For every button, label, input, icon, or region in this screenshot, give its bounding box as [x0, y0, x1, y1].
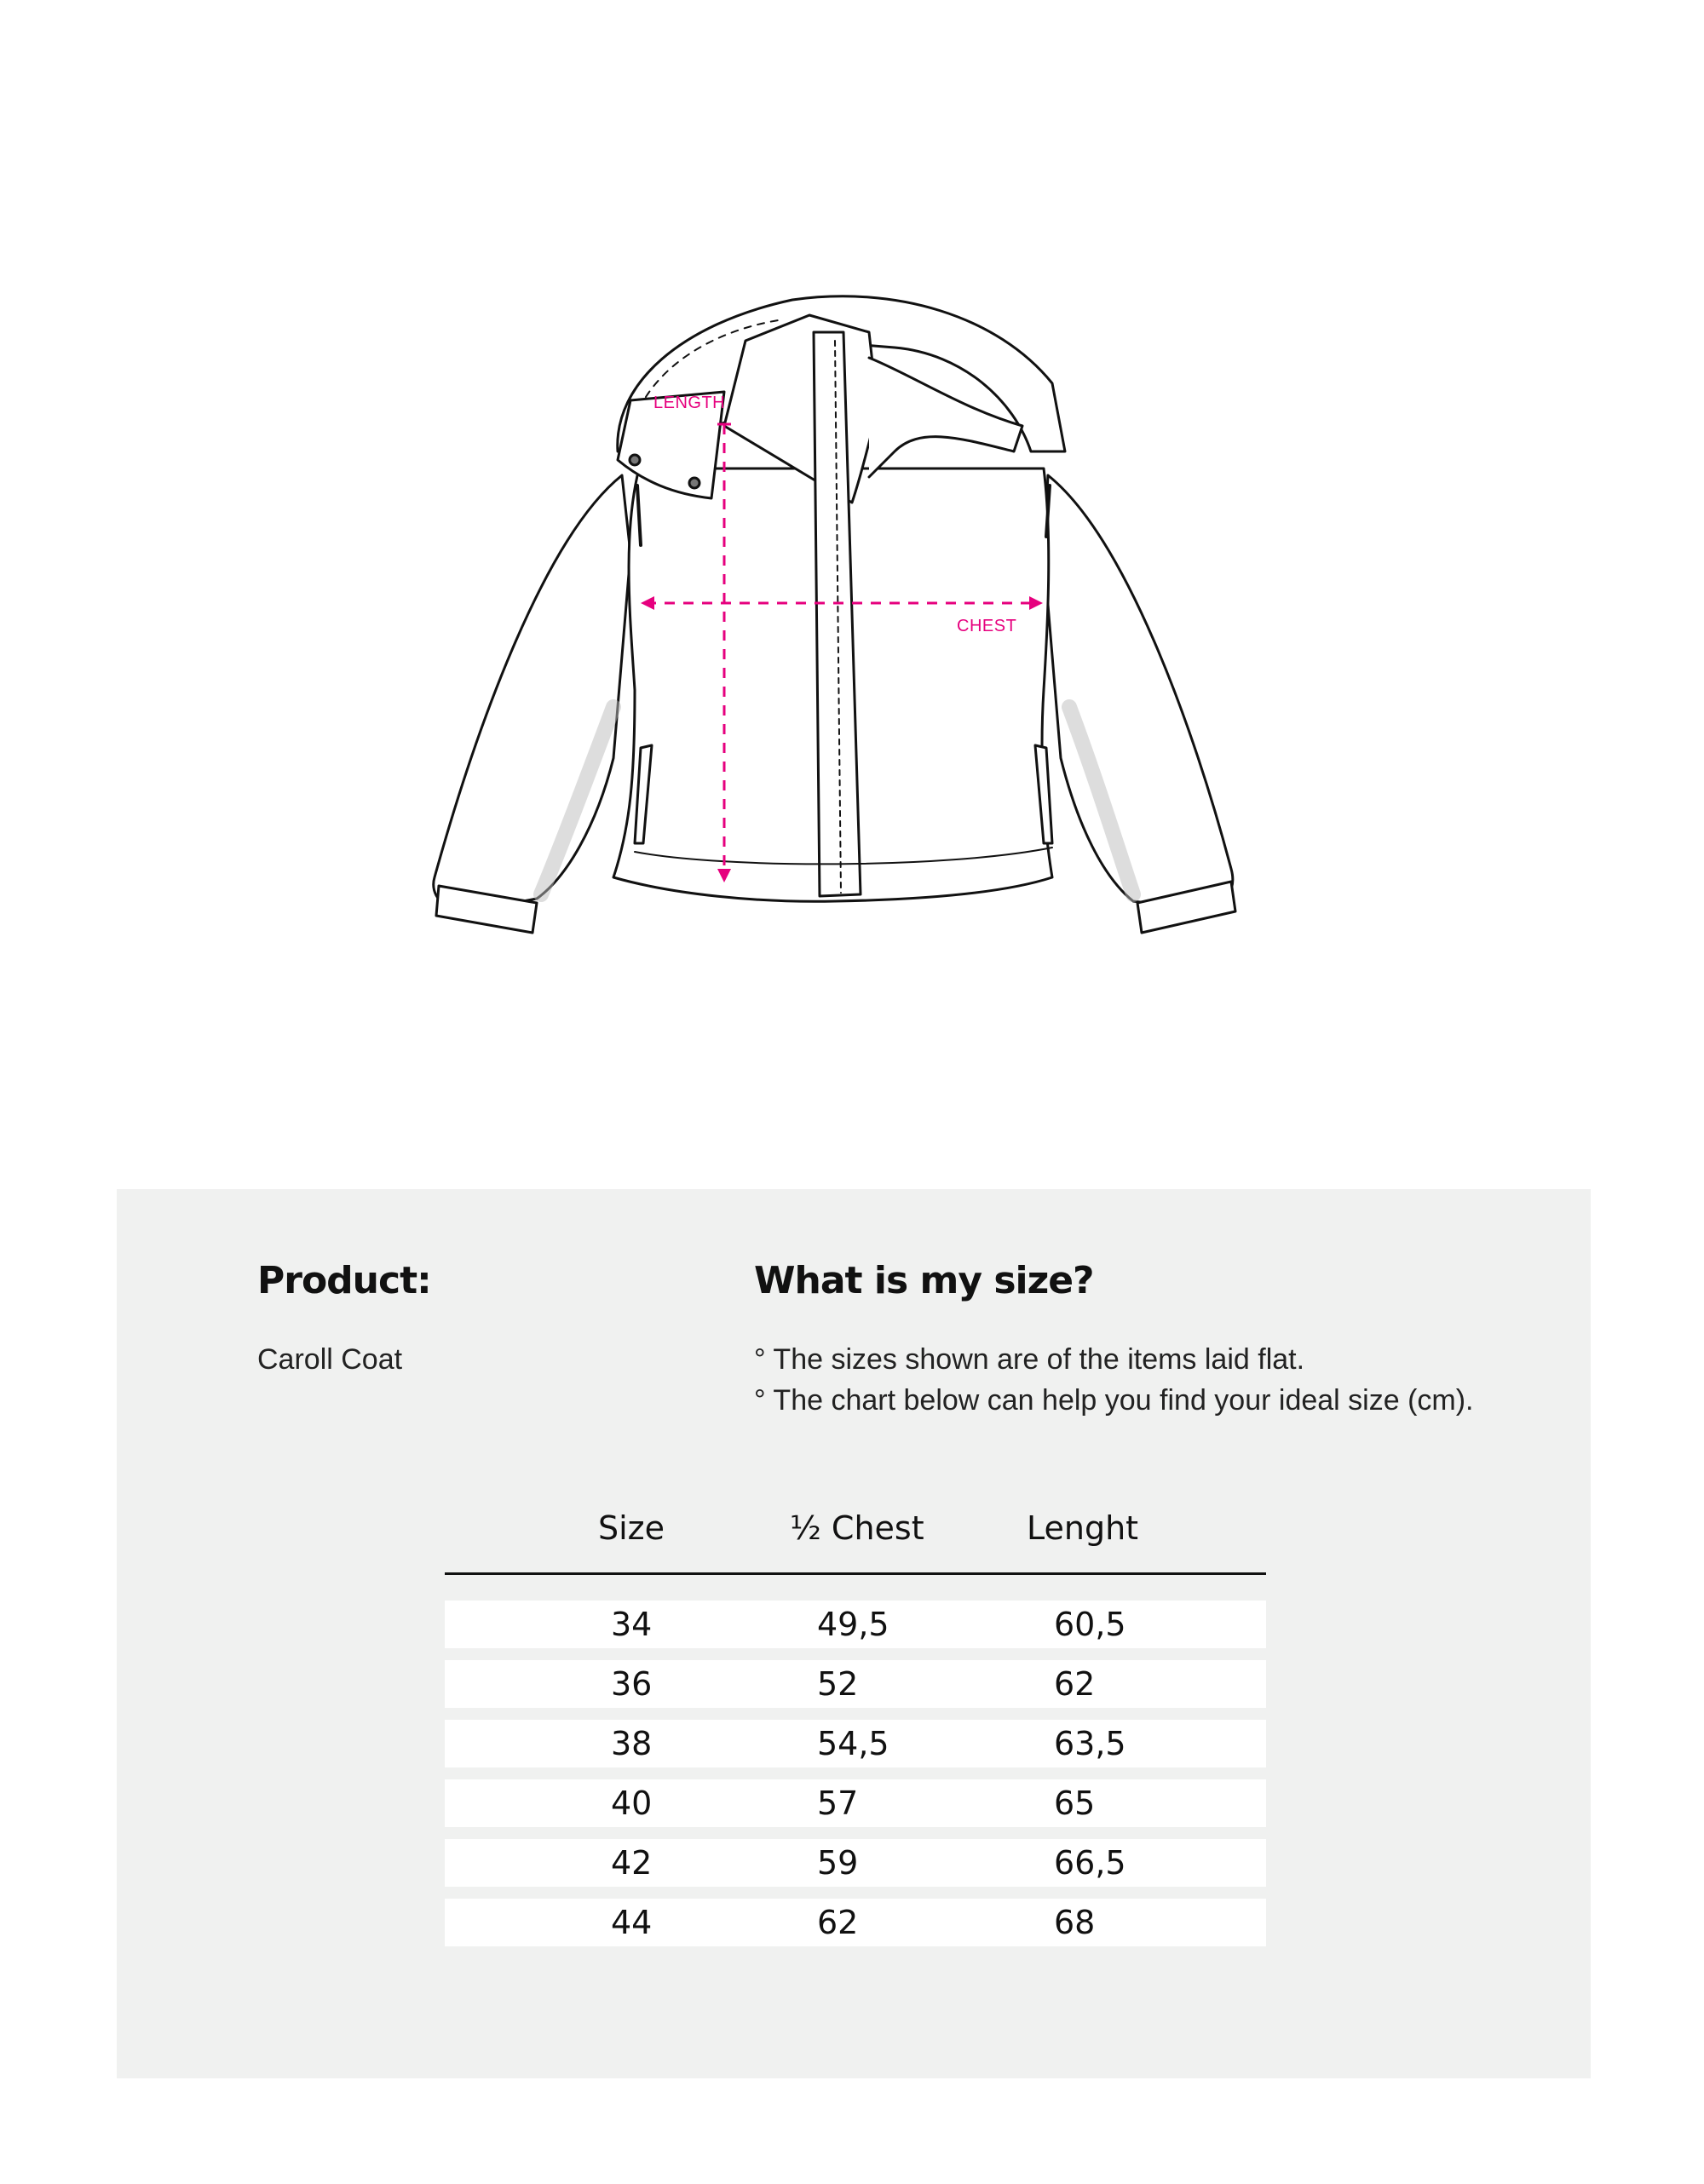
size-cell: 38 — [611, 1725, 653, 1762]
table-row — [445, 1601, 1266, 1648]
size-cell: 34 — [611, 1606, 653, 1643]
length-cell: 65 — [1054, 1785, 1096, 1822]
column-header-chest: ½ Chest — [790, 1509, 924, 1547]
length-label: LENGTH — [653, 394, 726, 412]
table-row — [445, 1779, 1266, 1827]
jacket-drawing — [417, 281, 1278, 945]
size-help-note: ° The sizes shown are of the items laid flat. — [754, 1343, 1305, 1376]
right-sleeve — [1044, 475, 1233, 910]
size-cell: 36 — [611, 1665, 653, 1703]
left-sleeve — [434, 475, 630, 911]
size-cell: 42 — [611, 1844, 653, 1882]
size-guide-panel — [117, 1189, 1591, 2078]
size-help-note: ° The chart below can help you find your ideal size (cm). — [754, 1384, 1474, 1417]
length-cell: 62 — [1054, 1665, 1096, 1703]
table-row — [445, 1720, 1266, 1767]
chest-cell: 52 — [817, 1665, 859, 1703]
chest-cell: 49,5 — [817, 1606, 889, 1643]
chest-cell: 62 — [817, 1904, 859, 1941]
product-name: Caroll Coat — [257, 1343, 403, 1376]
table-row — [445, 1660, 1266, 1708]
column-header-length: Lenght — [1027, 1509, 1139, 1547]
chest-cell: 54,5 — [817, 1725, 889, 1762]
table-row — [445, 1839, 1266, 1887]
table-row — [445, 1899, 1266, 1946]
product-heading: Product: — [257, 1259, 431, 1302]
size-cell: 40 — [611, 1785, 653, 1822]
size-cell: 44 — [611, 1904, 653, 1941]
length-cell: 66,5 — [1054, 1844, 1126, 1882]
length-cell: 60,5 — [1054, 1606, 1126, 1643]
chest-label: CHEST — [957, 617, 1017, 635]
chest-cell: 59 — [817, 1844, 859, 1882]
jacket-illustration — [417, 281, 1278, 945]
size-help-heading: What is my size? — [754, 1259, 1094, 1302]
column-header-size: Size — [598, 1509, 665, 1547]
length-cell: 63,5 — [1054, 1725, 1126, 1762]
length-cell: 68 — [1054, 1904, 1096, 1941]
table-header-rule — [445, 1572, 1266, 1575]
chest-cell: 57 — [817, 1785, 859, 1822]
